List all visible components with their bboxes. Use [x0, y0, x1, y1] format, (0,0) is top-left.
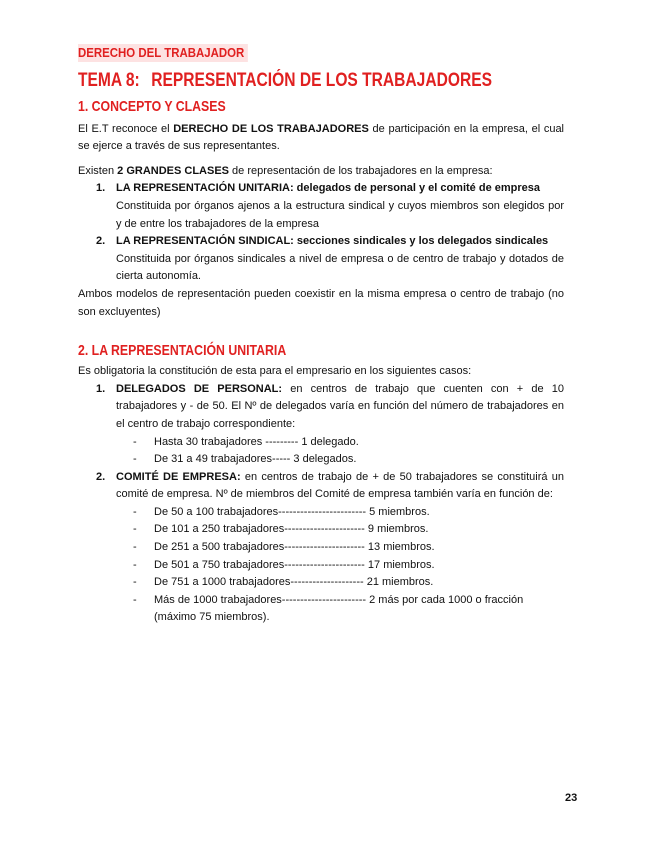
- dash-item: - De 31 a 49 trabajadores----- 3 delegados.: [133, 453, 357, 466]
- list-item-body: Constituida por órganos ajenos a la estructura sindical y cuyos miembros son elegidos por y de entre los trabajadores de la empresa: [116, 199, 564, 230]
- committee-dash-list: [116, 504, 564, 627]
- list-item: [78, 469, 564, 627]
- dash-item: - De 751 a 1000 trabajadores-------------------- 21 miembros.: [133, 576, 434, 589]
- dash-item: - Más de 1000 trabajadores----------------------- 2 más por cada 1000 o fracción (máximo 75 miembros).: [133, 593, 524, 624]
- topic-number: TEMA 8:: [78, 69, 140, 91]
- list-item: [78, 381, 564, 469]
- list-item-body: Constituida por órganos sindicales a nivel de empresa o de centro de trabajo y dotados de cierta autonomía.: [116, 252, 564, 283]
- classes-list: [78, 180, 564, 286]
- section2-heading: 2. LA REPRESENTACIÓN UNITARIA: [78, 342, 287, 360]
- list-number: 2.: [96, 235, 106, 248]
- dash-item: - De 50 a 100 trabajadores------------------------ 5 miembros.: [133, 505, 430, 518]
- document-page: [78, 44, 564, 627]
- list-number: 2.: [96, 470, 106, 483]
- list-item: [78, 233, 564, 286]
- page-number: 23: [565, 792, 578, 804]
- course-label: DERECHO DEL TRABAJADOR: [78, 44, 248, 62]
- list-number: 1.: [96, 182, 106, 195]
- list-item-title: LA REPRESENTACIÓN UNITARIA: delegados de personal y el comité de empresa: [116, 182, 540, 195]
- list-number: 1.: [96, 382, 106, 395]
- list-item-title: LA REPRESENTACIÓN SINDICAL: secciones sindicales y los delegados sindicales: [116, 235, 549, 248]
- dash-item: - Hasta 30 trabajadores --------- 1 delegado.: [133, 435, 359, 448]
- delegates-dash-list: [116, 434, 564, 469]
- section1-heading: 1. CONCEPTO Y CLASES: [78, 97, 226, 115]
- dash-item: - De 101 a 250 trabajadores---------------------- 9 miembros.: [133, 523, 429, 536]
- list-item-body: DELEGADOS DE PERSONAL: en centros de trabajo que cuenten con + de 10 trabajadores y - de 50. El Nº de delegados varía en función del número de trabajadores en el centro de trabajo correspondiente:: [116, 382, 564, 430]
- section2-intro: Es obligatoria la constitución de esta para el empresario en los siguientes casos:: [78, 365, 472, 378]
- dash-item: - De 501 a 750 trabajadores---------------------- 17 miembros.: [133, 558, 435, 571]
- dash-item: - De 251 a 500 trabajadores---------------------- 13 miembros.: [133, 541, 435, 554]
- section1-classes-intro: Existen 2 GRANDES CLASES de representación de los trabajadores en la empresa:: [78, 164, 493, 177]
- list-item: [78, 180, 564, 233]
- unitary-list: [78, 381, 564, 627]
- topic-title: [78, 69, 493, 93]
- list-item-body: COMITÉ DE EMPRESA: en centros de trabajo de + de 50 trabajadores se constituirá un comité de empresa. Nº de miembros del Comité de empresa también varía en función de:: [116, 470, 564, 501]
- section1-intro: El E.T reconoce el DERECHO DE LOS TRABAJADORES de participación en la empresa, el cual se ejerce a través de sus representantes.: [78, 122, 565, 153]
- course-label-row: [78, 44, 564, 64]
- topic-name: REPRESENTACIÓN DE LOS TRABAJADORES: [151, 69, 493, 91]
- section1-closing: Ambos modelos de representación pueden coexistir en la misma empresa o centro de trabajo (no son excluyentes): [78, 287, 564, 318]
